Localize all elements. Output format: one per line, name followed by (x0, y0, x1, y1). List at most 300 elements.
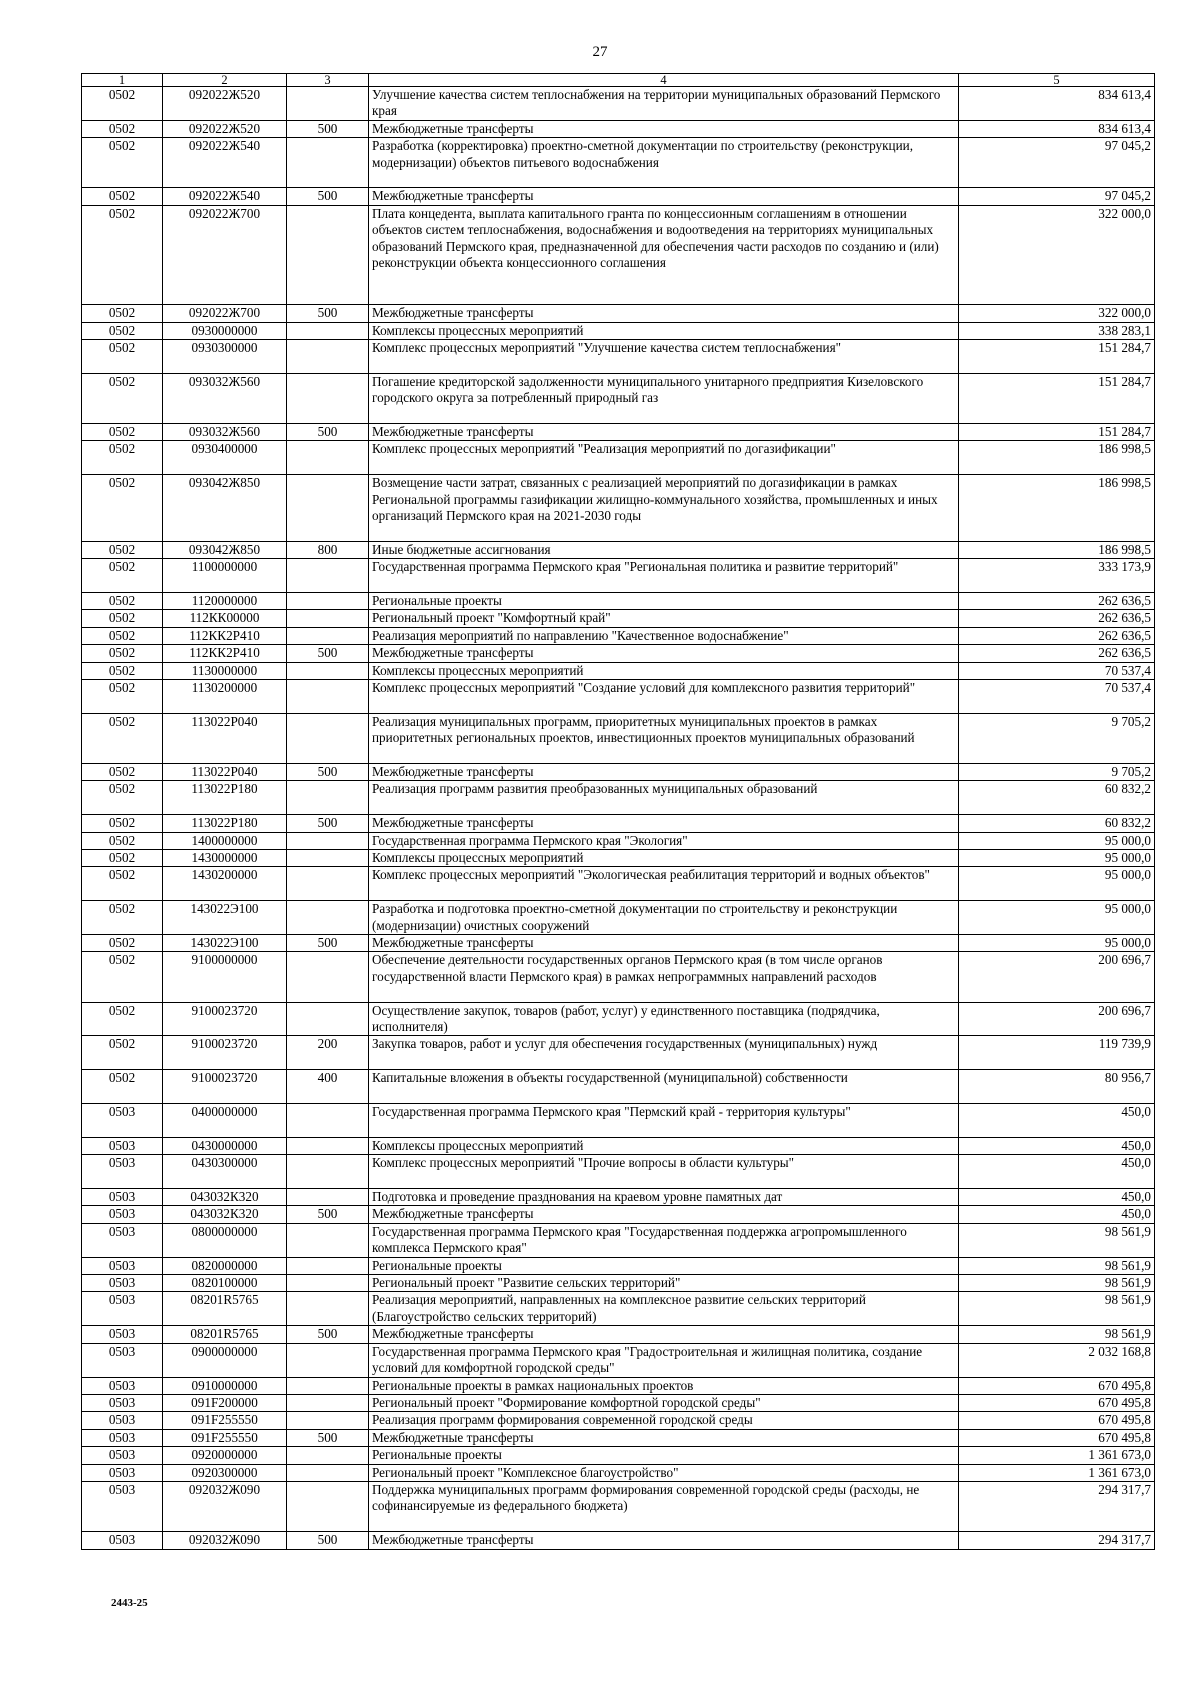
section-code-cell: 0503 (82, 1412, 163, 1429)
target-article-cell: 0820100000 (163, 1275, 287, 1292)
expense-type-cell (287, 1104, 369, 1138)
description-cell: Плата концедента, выплата капитального гранта по концессионным соглашениям в отношении объектов систем теплоснабжения, водоснабжения и водоотведения на территориях муниципальных образований Пермского края, предназначенной для обеспечения части расходов по созданию и (или) реконструкции объекта концессионного соглашения (369, 205, 959, 304)
table-row (82, 138, 1155, 188)
target-article-cell: 092022Ж520 (163, 120, 287, 137)
expense-type-cell (287, 901, 369, 935)
section-code-cell: 0502 (82, 373, 163, 423)
target-article-cell: 143022Э100 (163, 901, 287, 935)
table-row (82, 1036, 1155, 1070)
section-code-cell: 0502 (82, 138, 163, 188)
description-cell: Государственная программа Пермского края "Региональная политика и развитие территорий" (369, 559, 959, 593)
description-cell: Комплекс процессных мероприятий "Экологическая реабилитация территорий и водных объектов" (369, 867, 959, 901)
target-article-cell: 112КК2Р410 (163, 645, 287, 662)
description-cell: Государственная программа Пермского края "Пермский край - территория культуры" (369, 1104, 959, 1138)
target-article-cell: 093042Ж850 (163, 475, 287, 542)
amount-cell: 670 495,8 (959, 1394, 1155, 1411)
section-code-cell: 0503 (82, 1481, 163, 1531)
table-row (82, 1326, 1155, 1343)
section-code-cell: 0503 (82, 1257, 163, 1274)
table-row (82, 322, 1155, 339)
amount-cell: 670 495,8 (959, 1429, 1155, 1446)
section-code-cell: 0503 (82, 1137, 163, 1154)
section-code-cell: 0502 (82, 541, 163, 558)
table-row (82, 680, 1155, 714)
section-code-cell: 0502 (82, 867, 163, 901)
expense-type-cell: 500 (287, 120, 369, 137)
description-cell: Подготовка и проведение празднования на краевом уровне памятных дат (369, 1189, 959, 1206)
description-cell: Региональный проект "Развитие сельских территорий" (369, 1275, 959, 1292)
amount-cell: 450,0 (959, 1189, 1155, 1206)
header-col-5: 5 (959, 74, 1155, 87)
amount-cell: 294 317,7 (959, 1481, 1155, 1531)
description-cell: Реализация программ формирования современной городской среды (369, 1412, 959, 1429)
target-article-cell: 0910000000 (163, 1377, 287, 1394)
target-article-cell: 091F255550 (163, 1412, 287, 1429)
description-cell: Государственная программа Пермского края "Градостроительная и жилищная политика, создание условий для комфортной городской среды" (369, 1343, 959, 1377)
table-header-row (82, 74, 1155, 87)
section-code-cell: 0502 (82, 610, 163, 627)
amount-cell: 60 832,2 (959, 815, 1155, 832)
table-row (82, 764, 1155, 781)
expense-type-cell (287, 850, 369, 867)
amount-cell: 151 284,7 (959, 340, 1155, 374)
target-article-cell: 092022Ж540 (163, 138, 287, 188)
amount-cell: 670 495,8 (959, 1377, 1155, 1394)
header-col-4: 4 (369, 74, 959, 87)
table-row (82, 1343, 1155, 1377)
table-row (82, 1464, 1155, 1481)
amount-cell: 95 000,0 (959, 901, 1155, 935)
amount-cell: 1 361 673,0 (959, 1464, 1155, 1481)
section-code-cell: 0503 (82, 1189, 163, 1206)
amount-cell: 262 636,5 (959, 645, 1155, 662)
table-row (82, 1394, 1155, 1411)
description-cell: Разработка (корректировка) проектно-сметной документации по строительству (реконструкции, модернизации) объектов питьевого водоснабжения (369, 138, 959, 188)
amount-cell: 119 739,9 (959, 1036, 1155, 1070)
table-row (82, 541, 1155, 558)
table-row (82, 901, 1155, 935)
section-code-cell: 0503 (82, 1326, 163, 1343)
target-article-cell: 1130000000 (163, 662, 287, 679)
expense-type-cell (287, 627, 369, 644)
amount-cell: 322 000,0 (959, 305, 1155, 322)
section-code-cell: 0503 (82, 1394, 163, 1411)
expense-type-cell (287, 87, 369, 121)
target-article-cell: 0930400000 (163, 441, 287, 475)
table-row (82, 1189, 1155, 1206)
description-cell: Комплексы процессных мероприятий (369, 850, 959, 867)
description-cell: Реализация программ развития преобразованных муниципальных образований (369, 781, 959, 815)
table-row (82, 952, 1155, 1002)
expense-type-cell (287, 322, 369, 339)
section-code-cell: 0502 (82, 1036, 163, 1070)
description-cell: Реализация мероприятий, направленных на комплексное развитие сельских территорий (Благоустройство сельских территорий) (369, 1292, 959, 1326)
expense-type-cell: 400 (287, 1070, 369, 1104)
amount-cell: 95 000,0 (959, 850, 1155, 867)
section-code-cell: 0502 (82, 424, 163, 441)
expense-type-cell (287, 1447, 369, 1464)
description-cell: Улучшение качества систем теплоснабжения на территории муниципальных образований Пермского края (369, 87, 959, 121)
target-article-cell: 092032Ж090 (163, 1532, 287, 1549)
target-article-cell: 043032К320 (163, 1189, 287, 1206)
target-article-cell: 0930000000 (163, 322, 287, 339)
expense-type-cell (287, 952, 369, 1002)
target-article-cell: 08201R5765 (163, 1292, 287, 1326)
section-code-cell: 0502 (82, 305, 163, 322)
target-article-cell: 113022Р040 (163, 713, 287, 763)
amount-cell: 98 561,9 (959, 1257, 1155, 1274)
amount-cell: 834 613,4 (959, 87, 1155, 121)
section-code-cell: 0502 (82, 475, 163, 542)
description-cell: Обеспечение деятельности государственных органов Пермского края (в том числе органов государственной власти Пермского края) в рамках непрограммных направлений расходов (369, 952, 959, 1002)
amount-cell: 262 636,5 (959, 610, 1155, 627)
section-code-cell: 0503 (82, 1104, 163, 1138)
amount-cell: 95 000,0 (959, 935, 1155, 952)
amount-cell: 333 173,9 (959, 559, 1155, 593)
section-code-cell: 0502 (82, 559, 163, 593)
expense-type-cell: 500 (287, 935, 369, 952)
table-row (82, 1223, 1155, 1257)
target-article-cell: 0430000000 (163, 1137, 287, 1154)
amount-cell: 98 561,9 (959, 1223, 1155, 1257)
expense-type-cell: 500 (287, 305, 369, 322)
expense-type-cell (287, 1257, 369, 1274)
table-row (82, 1257, 1155, 1274)
expense-type-cell (287, 373, 369, 423)
amount-cell: 322 000,0 (959, 205, 1155, 304)
expense-type-cell (287, 1223, 369, 1257)
expense-type-cell (287, 867, 369, 901)
section-code-cell: 0502 (82, 322, 163, 339)
target-article-cell: 0900000000 (163, 1343, 287, 1377)
table-row (82, 424, 1155, 441)
target-article-cell: 112КК2Р410 (163, 627, 287, 644)
target-article-cell: 093032Ж560 (163, 424, 287, 441)
target-article-cell: 9100023720 (163, 1036, 287, 1070)
expense-type-cell (287, 1412, 369, 1429)
description-cell: Комплексы процессных мероприятий (369, 322, 959, 339)
target-article-cell: 092022Ж540 (163, 188, 287, 205)
section-code-cell: 0502 (82, 680, 163, 714)
table-row (82, 1412, 1155, 1429)
section-code-cell: 0503 (82, 1206, 163, 1223)
target-article-cell: 091F200000 (163, 1394, 287, 1411)
target-article-cell: 113022Р040 (163, 764, 287, 781)
section-code-cell: 0503 (82, 1532, 163, 1549)
description-cell: Реализация мероприятий по направлению "Качественное водоснабжение" (369, 627, 959, 644)
document-code: 2443-25 (111, 1597, 148, 1609)
amount-cell: 834 613,4 (959, 120, 1155, 137)
table-row (82, 305, 1155, 322)
expense-type-cell: 500 (287, 1326, 369, 1343)
header-col-2: 2 (163, 74, 287, 87)
description-cell: Региональный проект "Комплексное благоустройство" (369, 1464, 959, 1481)
description-cell: Государственная программа Пермского края "Экология" (369, 832, 959, 849)
target-article-cell: 0920300000 (163, 1464, 287, 1481)
amount-cell: 338 283,1 (959, 322, 1155, 339)
description-cell: Государственная программа Пермского края "Государственная поддержка агропромышленного комплекса Пермского края" (369, 1223, 959, 1257)
table-row (82, 1070, 1155, 1104)
expense-type-cell (287, 1002, 369, 1036)
amount-cell: 98 561,9 (959, 1326, 1155, 1343)
table-row (82, 475, 1155, 542)
expense-type-cell (287, 1377, 369, 1394)
amount-cell: 186 998,5 (959, 441, 1155, 475)
description-cell: Комплекс процессных мероприятий "Прочие вопросы в области культуры" (369, 1155, 959, 1189)
section-code-cell: 0502 (82, 832, 163, 849)
table-row (82, 1292, 1155, 1326)
table-row (82, 1532, 1155, 1549)
target-article-cell: 113022Р180 (163, 815, 287, 832)
amount-cell: 294 317,7 (959, 1532, 1155, 1549)
table-row (82, 559, 1155, 593)
table-row (82, 205, 1155, 304)
section-code-cell: 0502 (82, 188, 163, 205)
description-cell: Комплекс процессных мероприятий "Создание условий для комплексного развития территорий" (369, 680, 959, 714)
description-cell: Погашение кредиторской задолженности муниципального унитарного предприятия Кизеловского городского округа за потребленный природный газ (369, 373, 959, 423)
header-col-1: 1 (82, 74, 163, 87)
table-row (82, 935, 1155, 952)
target-article-cell: 0800000000 (163, 1223, 287, 1257)
table-row (82, 1377, 1155, 1394)
amount-cell: 450,0 (959, 1137, 1155, 1154)
target-article-cell: 1430000000 (163, 850, 287, 867)
description-cell: Межбюджетные трансферты (369, 188, 959, 205)
section-code-cell: 0503 (82, 1223, 163, 1257)
target-article-cell: 093032Ж560 (163, 373, 287, 423)
amount-cell: 70 537,4 (959, 680, 1155, 714)
description-cell: Региональный проект "Формирование комфортной городской среды" (369, 1394, 959, 1411)
description-cell: Межбюджетные трансферты (369, 305, 959, 322)
section-code-cell: 0502 (82, 1070, 163, 1104)
description-cell: Региональные проекты (369, 593, 959, 610)
description-cell: Иные бюджетные ассигнования (369, 541, 959, 558)
table-row (82, 188, 1155, 205)
target-article-cell: 0430300000 (163, 1155, 287, 1189)
budget-table (81, 73, 1155, 1550)
description-cell: Капитальные вложения в объекты государственной (муниципальной) собственности (369, 1070, 959, 1104)
expense-type-cell: 200 (287, 1036, 369, 1070)
description-cell: Межбюджетные трансферты (369, 1429, 959, 1446)
table-row (82, 1002, 1155, 1036)
section-code-cell: 0502 (82, 87, 163, 121)
expense-type-cell: 500 (287, 1206, 369, 1223)
amount-cell: 670 495,8 (959, 1412, 1155, 1429)
description-cell: Осуществление закупок, товаров (работ, услуг) у единственного поставщика (подрядчика, исполнителя) (369, 1002, 959, 1036)
expense-type-cell (287, 205, 369, 304)
table-row (82, 662, 1155, 679)
target-article-cell: 113022Р180 (163, 781, 287, 815)
description-cell: Межбюджетные трансферты (369, 645, 959, 662)
expense-type-cell (287, 1275, 369, 1292)
section-code-cell: 0502 (82, 627, 163, 644)
table-row (82, 373, 1155, 423)
target-article-cell: 092022Ж520 (163, 87, 287, 121)
expense-type-cell: 500 (287, 1429, 369, 1446)
amount-cell: 98 561,9 (959, 1275, 1155, 1292)
description-cell: Межбюджетные трансферты (369, 1206, 959, 1223)
expense-type-cell (287, 340, 369, 374)
target-article-cell: 0820000000 (163, 1257, 287, 1274)
amount-cell: 95 000,0 (959, 832, 1155, 849)
section-code-cell: 0503 (82, 1429, 163, 1446)
description-cell: Региональные проекты (369, 1447, 959, 1464)
description-cell: Межбюджетные трансферты (369, 1326, 959, 1343)
expense-type-cell (287, 593, 369, 610)
expense-type-cell (287, 559, 369, 593)
amount-cell: 186 998,5 (959, 541, 1155, 558)
target-article-cell: 143022Э100 (163, 935, 287, 952)
amount-cell: 70 537,4 (959, 662, 1155, 679)
table-row (82, 1155, 1155, 1189)
section-code-cell: 0503 (82, 1155, 163, 1189)
table-row (82, 87, 1155, 121)
expense-type-cell (287, 680, 369, 714)
expense-type-cell (287, 1464, 369, 1481)
table-row (82, 1481, 1155, 1531)
expense-type-cell: 500 (287, 815, 369, 832)
table-row (82, 832, 1155, 849)
expense-type-cell (287, 1343, 369, 1377)
table-row (82, 627, 1155, 644)
description-cell: Комплексы процессных мероприятий (369, 1137, 959, 1154)
amount-cell: 262 636,5 (959, 627, 1155, 644)
description-cell: Возмещение части затрат, связанных с реализацией мероприятий по догазификации в рамках Региональной программы газификации жилищно-коммунального хозяйства, промышленных и иных организаций Пермского края на 2021-2030 годы (369, 475, 959, 542)
target-article-cell: 1100000000 (163, 559, 287, 593)
description-cell: Комплекс процессных мероприятий "Реализация мероприятий по догазификации" (369, 441, 959, 475)
amount-cell: 200 696,7 (959, 952, 1155, 1002)
description-cell: Межбюджетные трансферты (369, 815, 959, 832)
section-code-cell: 0502 (82, 901, 163, 935)
section-code-cell: 0502 (82, 781, 163, 815)
target-article-cell: 0400000000 (163, 1104, 287, 1138)
description-cell: Закупка товаров, работ и услуг для обеспечения государственных (муниципальных) нужд (369, 1036, 959, 1070)
description-cell: Комплекс процессных мероприятий "Улучшение качества систем теплоснабжения" (369, 340, 959, 374)
description-cell: Межбюджетные трансферты (369, 1532, 959, 1549)
target-article-cell: 092032Ж090 (163, 1481, 287, 1531)
target-article-cell: 112КК00000 (163, 610, 287, 627)
section-code-cell: 0502 (82, 1002, 163, 1036)
page-number: 27 (592, 44, 608, 60)
section-code-cell: 0502 (82, 952, 163, 1002)
table-row (82, 850, 1155, 867)
amount-cell: 9 705,2 (959, 713, 1155, 763)
expense-type-cell (287, 781, 369, 815)
amount-cell: 450,0 (959, 1155, 1155, 1189)
description-cell: Разработка и подготовка проектно-сметной документации по строительству и реконструкции (модернизации) очистных сооружений (369, 901, 959, 935)
amount-cell: 186 998,5 (959, 475, 1155, 542)
amount-cell: 97 045,2 (959, 138, 1155, 188)
expense-type-cell (287, 441, 369, 475)
amount-cell: 60 832,2 (959, 781, 1155, 815)
target-article-cell: 092022Ж700 (163, 205, 287, 304)
section-code-cell: 0502 (82, 935, 163, 952)
amount-cell: 98 561,9 (959, 1292, 1155, 1326)
expense-type-cell: 500 (287, 424, 369, 441)
description-cell: Реализация муниципальных программ, приоритетных муниципальных проектов в рамках приоритетных региональных проектов, инвестиционных проектов муниципальных образований (369, 713, 959, 763)
section-code-cell: 0502 (82, 662, 163, 679)
description-cell: Межбюджетные трансферты (369, 764, 959, 781)
expense-type-cell: 500 (287, 645, 369, 662)
expense-type-cell (287, 610, 369, 627)
expense-type-cell (287, 1394, 369, 1411)
table-row (82, 441, 1155, 475)
table-row (82, 713, 1155, 763)
description-cell: Региональные проекты (369, 1257, 959, 1274)
target-article-cell: 091F255550 (163, 1429, 287, 1446)
description-cell: Комплексы процессных мероприятий (369, 662, 959, 679)
table-row (82, 815, 1155, 832)
target-article-cell: 1400000000 (163, 832, 287, 849)
table-row (82, 867, 1155, 901)
expense-type-cell: 500 (287, 764, 369, 781)
section-code-cell: 0503 (82, 1464, 163, 1481)
section-code-cell: 0502 (82, 593, 163, 610)
expense-type-cell (287, 832, 369, 849)
section-code-cell: 0502 (82, 205, 163, 304)
amount-cell: 151 284,7 (959, 373, 1155, 423)
table-row (82, 1104, 1155, 1138)
amount-cell: 1 361 673,0 (959, 1447, 1155, 1464)
target-article-cell: 08201R5765 (163, 1326, 287, 1343)
amount-cell: 95 000,0 (959, 867, 1155, 901)
target-article-cell: 1130200000 (163, 680, 287, 714)
section-code-cell: 0503 (82, 1447, 163, 1464)
expense-type-cell (287, 713, 369, 763)
section-code-cell: 0502 (82, 815, 163, 832)
table-row (82, 593, 1155, 610)
section-code-cell: 0502 (82, 120, 163, 137)
section-code-cell: 0503 (82, 1343, 163, 1377)
expense-type-cell (287, 1137, 369, 1154)
amount-cell: 9 705,2 (959, 764, 1155, 781)
amount-cell: 450,0 (959, 1206, 1155, 1223)
table-row (82, 610, 1155, 627)
section-code-cell: 0503 (82, 1292, 163, 1326)
expense-type-cell: 500 (287, 188, 369, 205)
section-code-cell: 0503 (82, 1377, 163, 1394)
amount-cell: 2 032 168,8 (959, 1343, 1155, 1377)
table-row (82, 1206, 1155, 1223)
table-body (82, 74, 1155, 1550)
amount-cell: 80 956,7 (959, 1070, 1155, 1104)
expense-type-cell (287, 1481, 369, 1531)
section-code-cell: 0503 (82, 1275, 163, 1292)
table-row (82, 645, 1155, 662)
expense-type-cell (287, 1292, 369, 1326)
table-row (82, 1137, 1155, 1154)
target-article-cell: 9100000000 (163, 952, 287, 1002)
section-code-cell: 0502 (82, 645, 163, 662)
table-row (82, 1275, 1155, 1292)
target-article-cell: 1430200000 (163, 867, 287, 901)
target-article-cell: 0930300000 (163, 340, 287, 374)
table-row (82, 120, 1155, 137)
section-code-cell: 0502 (82, 340, 163, 374)
target-article-cell: 043032К320 (163, 1206, 287, 1223)
target-article-cell: 9100023720 (163, 1070, 287, 1104)
section-code-cell: 0502 (82, 764, 163, 781)
table-row (82, 781, 1155, 815)
expense-type-cell: 800 (287, 541, 369, 558)
target-article-cell: 0920000000 (163, 1447, 287, 1464)
target-article-cell: 1120000000 (163, 593, 287, 610)
section-code-cell: 0502 (82, 713, 163, 763)
expense-type-cell (287, 475, 369, 542)
description-cell: Поддержка муниципальных программ формирования современной городской среды (расходы, не софинансируемые из федерального бюджета) (369, 1481, 959, 1531)
expense-type-cell (287, 1155, 369, 1189)
description-cell: Региональные проекты в рамках национальных проектов (369, 1377, 959, 1394)
